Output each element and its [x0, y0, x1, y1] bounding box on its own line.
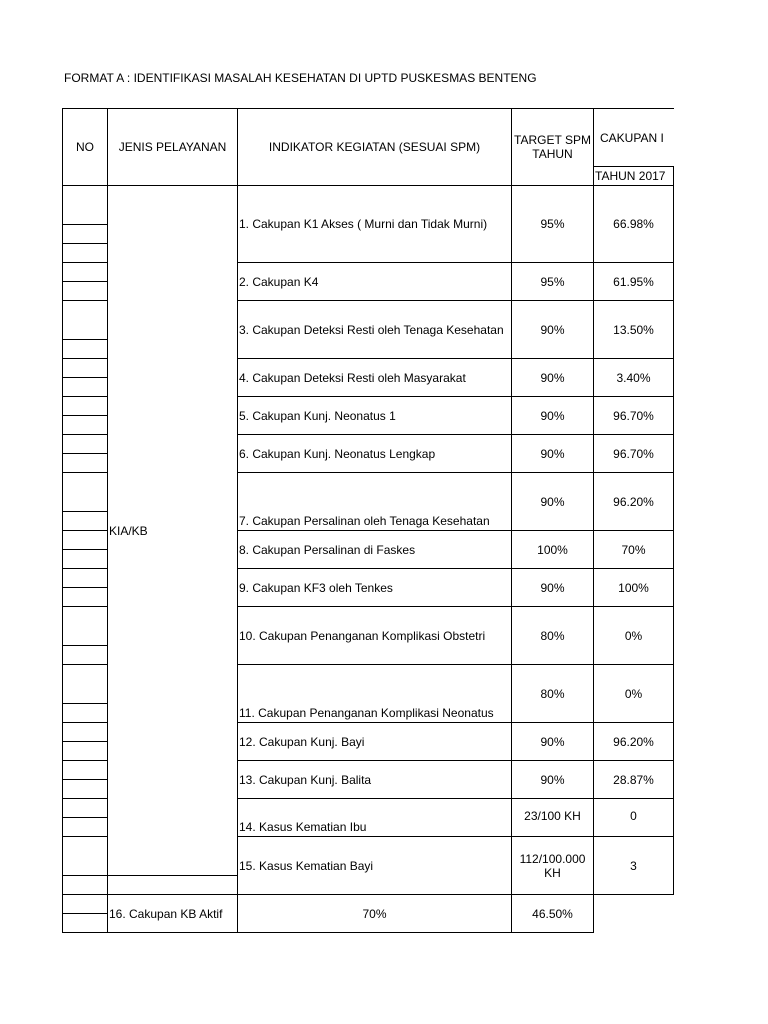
no-cell	[63, 301, 108, 340]
cakupan-cell: 28.87%	[594, 761, 674, 799]
spreadsheet-area	[62, 108, 768, 948]
header-indikator: INDIKATOR KEGIATAN (SESUAI SPM)	[238, 109, 512, 186]
cakupan-cell: 70%	[594, 531, 674, 569]
no-cell	[63, 607, 108, 646]
no-cell	[63, 244, 108, 263]
target-cell: 90%	[512, 569, 594, 607]
no-cell	[63, 723, 108, 742]
indikator-cell: 9. Cakupan KF3 oleh Tenkes	[238, 569, 512, 607]
no-cell	[63, 397, 108, 416]
no-cell	[63, 282, 108, 301]
no-cell	[63, 876, 108, 895]
indikator-cell: 10. Cakupan Penanganan Komplikasi Obstetri	[238, 607, 512, 665]
header-cakupan	[594, 109, 674, 167]
header-target-line1: TARGET SPM	[514, 133, 591, 147]
no-cell	[63, 895, 108, 914]
cakupan-cell: 96.20%	[594, 473, 674, 531]
target-cell: 90%	[512, 473, 594, 531]
cakupan-cell: 13.50%	[594, 301, 674, 359]
no-cell	[63, 569, 108, 588]
no-cell	[63, 359, 108, 378]
target-cell	[512, 837, 594, 895]
indikator-cell: 6. Cakupan Kunj. Neonatus Lengkap	[238, 435, 512, 473]
target-cell: 90%	[512, 301, 594, 359]
target-cell: 80%	[512, 665, 594, 723]
no-cell	[63, 704, 108, 723]
target-line2: KH	[544, 865, 561, 880]
cakupan-cell: 0	[594, 799, 674, 837]
indikator-cell: 8. Cakupan Persalinan di Faskes	[238, 531, 512, 569]
cakupan-cell: 100%	[594, 569, 674, 607]
no-cell	[63, 186, 108, 225]
target-cell: 80%	[512, 607, 594, 665]
indikator-cell: 13. Cakupan Kunj. Balita	[238, 761, 512, 799]
no-cell	[63, 225, 108, 244]
no-cell	[63, 818, 108, 837]
cakupan-cell: 96.70%	[594, 435, 674, 473]
indikator-cell: 7. Cakupan Persalinan oleh Tenaga Kesehatan	[238, 473, 512, 531]
target-cell: 90%	[512, 397, 594, 435]
cakupan-cell: 3	[594, 837, 674, 895]
cakupan-cell: 96.20%	[594, 723, 674, 761]
no-cell	[63, 531, 108, 550]
cakupan-cell: 61.95%	[594, 263, 674, 301]
header-target	[512, 109, 594, 186]
indikator-cell: 2. Cakupan K4	[238, 263, 512, 301]
no-cell	[63, 761, 108, 780]
no-cell	[63, 742, 108, 761]
no-cell	[63, 378, 108, 397]
target-cell: 90%	[512, 359, 594, 397]
cakupan-cell: 46.50%	[512, 895, 594, 933]
header-no: NO	[63, 109, 108, 186]
no-cell	[63, 263, 108, 282]
no-cell	[63, 914, 108, 933]
indikator-cell: 5. Cakupan Kunj. Neonatus 1	[238, 397, 512, 435]
jenis-pelayanan-cell: KIA/KB	[108, 186, 238, 876]
cakupan-cell: 66.98%	[594, 186, 674, 263]
no-cell	[63, 550, 108, 569]
cakupan-cell: 0%	[594, 607, 674, 665]
header-cakupan-label: CAKUPAN I	[600, 130, 664, 145]
cakupan-cell: 0%	[594, 665, 674, 723]
header-tahun-2017: TAHUN 2017	[594, 167, 674, 186]
indikator-cell: 16. Cakupan KB Aktif	[108, 895, 238, 933]
target-cell: 90%	[512, 435, 594, 473]
target-cell: 23/100 KH	[512, 799, 594, 837]
no-cell	[63, 416, 108, 435]
indikator-cell: 3. Cakupan Deteksi Resti oleh Tenaga Kesehatan	[238, 301, 512, 359]
cakupan-cell: 3.40%	[594, 359, 674, 397]
cakupan-cell: 96.70%	[594, 397, 674, 435]
problem-identification-table	[62, 108, 674, 933]
indikator-cell: 1. Cakupan K1 Akses ( Murni dan Tidak Murni)	[238, 186, 512, 263]
target-cell: 95%	[512, 186, 594, 263]
header-jenis-pelayanan: JENIS PELAYANAN	[108, 109, 238, 186]
no-cell	[63, 799, 108, 818]
indikator-cell: 14. Kasus Kematian Ibu	[238, 799, 512, 837]
no-cell	[63, 665, 108, 704]
no-cell	[63, 454, 108, 473]
target-cell: 100%	[512, 531, 594, 569]
no-cell	[63, 435, 108, 454]
target-cell: 70%	[238, 895, 512, 933]
no-cell	[63, 512, 108, 531]
target-cell: 95%	[512, 263, 594, 301]
document-title: FORMAT A : IDENTIFIKASI MASALAH KESEHATAN DI UPTD PUSKESMAS BENTENG	[64, 71, 537, 85]
header-target-line2: TAHUN	[532, 147, 573, 161]
no-cell	[63, 646, 108, 665]
no-cell	[63, 837, 108, 876]
indikator-cell: 11. Cakupan Penanganan Komplikasi Neonatus	[238, 665, 512, 723]
no-cell	[63, 780, 108, 799]
indikator-cell: 15. Kasus Kematian Bayi	[238, 837, 512, 895]
indikator-cell: 4. Cakupan Deteksi Resti oleh Masyarakat	[238, 359, 512, 397]
no-cell	[63, 588, 108, 607]
no-cell	[63, 473, 108, 512]
target-line1: 112/100.000	[519, 851, 586, 866]
no-cell	[63, 340, 108, 359]
target-cell: 90%	[512, 761, 594, 799]
target-cell: 90%	[512, 723, 594, 761]
indikator-cell: 12. Cakupan Kunj. Bayi	[238, 723, 512, 761]
